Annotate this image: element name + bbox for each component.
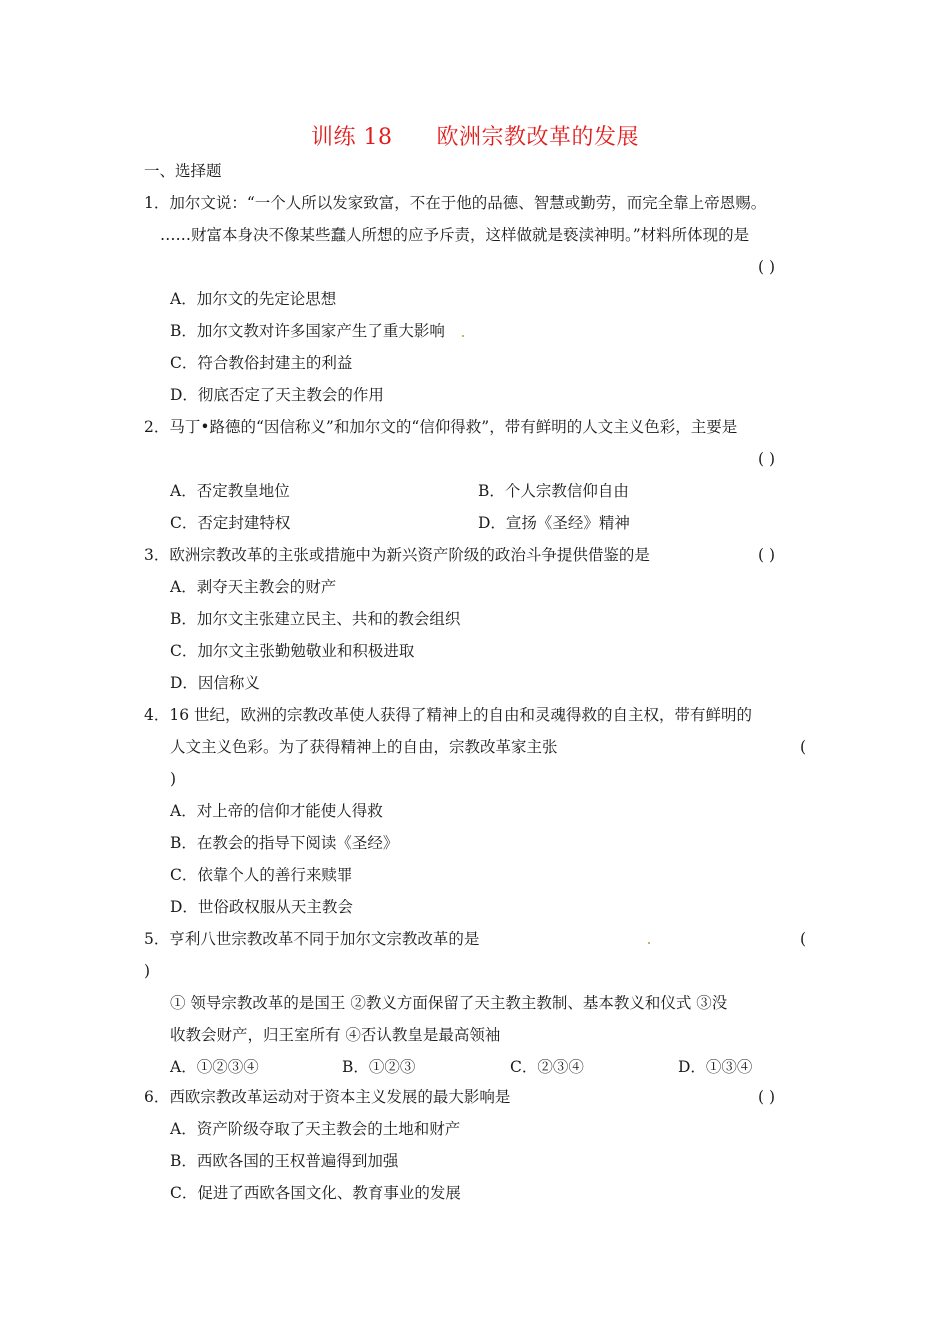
- section-heading: 一、选择题: [144, 162, 222, 180]
- q5-stem-line-1: 5．亨利八世宗教改革不同于加尔文宗教改革的是: [144, 930, 480, 948]
- q5-option-c[interactable]: C．②③④: [510, 1058, 584, 1076]
- q1-option-c[interactable]: C．符合教俗封建主的利益: [170, 354, 353, 372]
- q5-option-b[interactable]: B．①②③: [342, 1058, 416, 1076]
- q5-sub-line-2: 收教会财产，归王室所有 ④否认教皇是最高领袖: [170, 1026, 501, 1044]
- q4-answer-paren-close[interactable]: ): [170, 770, 177, 788]
- q1-option-b[interactable]: B．加尔文教对许多国家产生了重大影响: [170, 322, 445, 340]
- q4-stem-line-2: 人文主义色彩。为了获得精神上的自由，宗教改革家主张: [170, 738, 558, 756]
- speck-mark: [462, 335, 464, 337]
- q1-option-d[interactable]: D．彻底否定了天主教会的作用: [170, 386, 384, 404]
- q4-answer-paren-open[interactable]: (: [800, 738, 807, 756]
- q2-option-b[interactable]: B．个人宗教信仰自由: [478, 482, 629, 500]
- q6-option-c[interactable]: C．促进了西欧各国文化、教育事业的发展: [170, 1184, 461, 1202]
- q2-option-c[interactable]: C．否定封建特权: [170, 514, 291, 532]
- q1-option-a[interactable]: A．加尔文的先定论思想: [170, 290, 337, 308]
- q1-stem-line-1: 1．加尔文说：“一个人所以发家致富，不在于他的品德、智慧或勤劳，而完全靠上帝恩赐。: [144, 194, 767, 212]
- q5-sub-line-1: ① 领导宗教改革的是国王 ②教义方面保留了天主教主教制、基本教义和仪式 ③没: [170, 994, 728, 1012]
- speck-mark: [648, 942, 650, 944]
- q2-option-a[interactable]: A．否定教皇地位: [170, 482, 290, 500]
- q5-option-d[interactable]: D．①③④: [678, 1058, 753, 1076]
- q4-option-b[interactable]: B．在教会的指导下阅读《圣经》: [170, 834, 399, 852]
- q4-option-a[interactable]: A．对上帝的信仰才能使人得救: [170, 802, 383, 820]
- q4-option-d[interactable]: D．世俗政权服从天主教会: [170, 898, 353, 916]
- q5-answer-paren-open[interactable]: (: [800, 930, 807, 948]
- q6-answer-paren[interactable]: ( ): [758, 1088, 776, 1106]
- q6-option-a[interactable]: A．资产阶级夺取了天主教会的土地和财产: [170, 1120, 461, 1138]
- page-title: [0, 120, 950, 151]
- q4-option-c[interactable]: C．依靠个人的善行来赎罪: [170, 866, 353, 884]
- q6-stem-line-1: 6．西欧宗教改革运动对于资本主义发展的最大影响是: [144, 1088, 511, 1106]
- q1-stem-line-2: ……财富本身决不像某些蠢人所想的应予斥责，这样做就是亵渎神明。”材料所体现的是: [160, 226, 750, 244]
- q2-answer-paren[interactable]: ( ): [758, 450, 776, 468]
- q2-stem-line-1: 2．马丁•路德的“因信称义”和加尔文的“信仰得救”，带有鲜明的人文主义色彩，主要是: [144, 418, 738, 436]
- q3-option-b[interactable]: B．加尔文主张建立民主、共和的教会组织: [170, 610, 461, 628]
- q3-option-d[interactable]: D．因信称义: [170, 674, 260, 692]
- q3-option-a[interactable]: A．剥夺天主教会的财产: [170, 578, 337, 596]
- title-prefix: 训练 18: [310, 125, 393, 150]
- q4-stem-line-1: 4．16 世纪，欧洲的宗教改革使人获得了精神上的自由和灵魂得救的自主权，带有鲜明的: [144, 706, 753, 724]
- q2-option-d[interactable]: D．宣扬《圣经》精神: [478, 514, 630, 532]
- q1-answer-paren[interactable]: ( ): [758, 258, 776, 276]
- q3-option-c[interactable]: C．加尔文主张勤勉敬业和积极进取: [170, 642, 415, 660]
- q5-option-a[interactable]: A．①②③④: [170, 1058, 259, 1076]
- q3-stem-line-1: 3．欧洲宗教改革的主张或措施中为新兴资产阶级的政治斗争提供借鉴的是: [144, 546, 650, 564]
- q5-answer-paren-close[interactable]: ): [144, 962, 151, 980]
- q3-answer-paren[interactable]: ( ): [758, 546, 776, 564]
- q6-option-b[interactable]: B．西欧各国的王权普遍得到加强: [170, 1152, 399, 1170]
- title-main: 欧洲宗教改革的发展: [436, 125, 639, 150]
